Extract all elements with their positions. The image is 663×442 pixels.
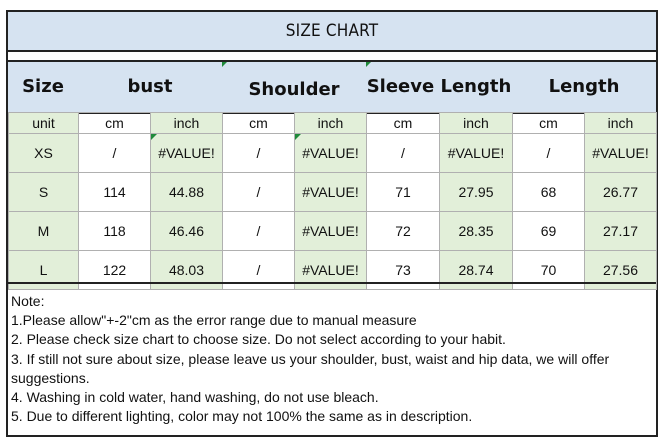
note-item: 2. Please check size chart to choose size. Do not select according to your habit. [11, 331, 506, 348]
table-cell: inch [585, 113, 657, 134]
table-cell: 27.56 [585, 251, 657, 290]
size-label-cell: XS [9, 134, 79, 173]
header-bust: bust [127, 76, 173, 97]
note-item: 4. Washing in cold water, hand washing, do not use bleach. [11, 389, 379, 406]
table-cell: / [79, 134, 151, 173]
size-chart-sheet [6, 10, 658, 437]
table-cell: cm [367, 113, 440, 134]
table-cell: 70 [513, 251, 585, 290]
column-header-row [8, 60, 656, 114]
table-cell: 48.03 [151, 251, 223, 290]
table-cell: 27.17 [585, 212, 657, 251]
table-cell: cm [223, 113, 295, 134]
size-label-cell: L [9, 251, 79, 290]
size-label-cell: M [9, 212, 79, 251]
table-cell: / [367, 134, 440, 173]
table-cell: #VALUE! [151, 134, 223, 173]
table-cell: inch [295, 113, 367, 134]
header-size: Size [22, 76, 64, 97]
comment-marker [295, 134, 301, 140]
table-cell: 114 [79, 173, 151, 212]
note-item: 5. Due to different lighting, color may not 100% the same as in description. [11, 408, 473, 425]
table-cell: 73 [367, 251, 440, 290]
table-cell: 26.77 [585, 173, 657, 212]
table-cell: 68 [513, 173, 585, 212]
table-cell: 46.46 [151, 212, 223, 251]
table-cell: 44.88 [151, 173, 223, 212]
table-cell: 122 [79, 251, 151, 290]
comment-marker [151, 134, 157, 140]
comment-marker [366, 62, 371, 67]
table-cell: 28.74 [440, 251, 513, 290]
table-cell: cm [513, 113, 585, 134]
table-cell: / [513, 134, 585, 173]
table-cell: 118 [79, 212, 151, 251]
unit-row [9, 113, 657, 134]
header-shoulder: Shoulder [248, 79, 340, 100]
table-cell: 27.95 [440, 173, 513, 212]
notes-heading: Note: [11, 293, 45, 309]
note-item: 3. If still not sure about size, please leave us your shoulder, bust, waist and hip data, we will offer suggestions. [11, 350, 610, 386]
size-label-cell: S [9, 173, 79, 212]
chart-title: SIZE CHART [8, 12, 656, 52]
table-cell: #VALUE! [295, 212, 367, 251]
table-row [9, 173, 657, 212]
table-row [9, 134, 657, 173]
table-cell: inch [151, 113, 223, 134]
header-sleeve-length: Sleeve Length [366, 76, 512, 97]
table-cell: / [223, 173, 295, 212]
notes-section [8, 282, 656, 435]
table-cell: 71 [367, 173, 440, 212]
table-cell: #VALUE! [295, 134, 367, 173]
table-cell: 69 [513, 212, 585, 251]
table-cell: inch [440, 113, 513, 134]
size-table [8, 112, 657, 290]
table-cell: #VALUE! [440, 134, 513, 173]
table-cell: cm [79, 113, 151, 134]
table-cell: / [223, 212, 295, 251]
comment-marker [222, 62, 227, 67]
table-cell: 28.35 [440, 212, 513, 251]
header-length: Length [548, 76, 620, 97]
size-label-cell: unit [9, 113, 79, 134]
table-cell: 72 [367, 212, 440, 251]
table-cell: #VALUE! [585, 134, 657, 173]
note-item: 1.Please allow"+-2"cm as the error range due to manual measure [11, 312, 417, 329]
table-cell: / [223, 134, 295, 173]
table-cell: / [223, 251, 295, 290]
table-cell: #VALUE! [295, 251, 367, 290]
table-cell: #VALUE! [295, 173, 367, 212]
table-row [9, 212, 657, 251]
